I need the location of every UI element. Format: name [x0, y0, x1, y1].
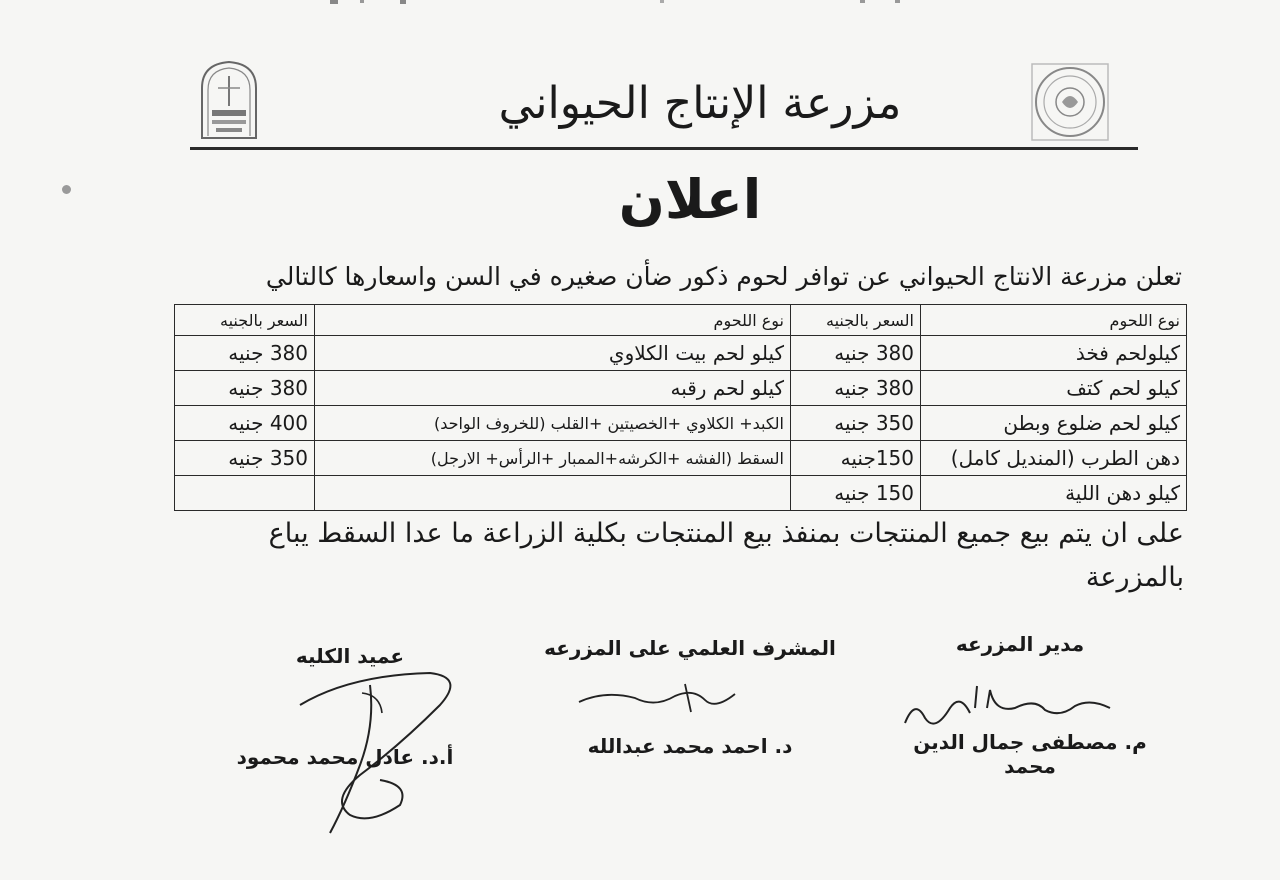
- intro-paragraph: تعلن مزرعة الانتاج الحيواني عن توافر لحوم ذكور ضأن صغيره في السن واسعارها كالتالي: [265, 262, 1182, 291]
- manager-title-text: مدير المزرعه: [955, 632, 1085, 656]
- column-header: السعر بالجنيه: [175, 305, 315, 336]
- meat-type-cell: كيلو لحم رقبه: [315, 371, 791, 406]
- price-cell: 350 جنيه: [791, 406, 921, 441]
- supervisor-signature: [575, 680, 745, 720]
- manager-name: [890, 730, 1170, 778]
- dean-title-text: عميد الكليه: [295, 644, 405, 668]
- price-cell: 380 جنيه: [791, 336, 921, 371]
- announcement-heading: اعلان: [618, 168, 762, 231]
- supervisor-title-text: المشرف العلمي على المزرعه: [544, 636, 836, 660]
- table-row: [175, 441, 1187, 476]
- table-row: [175, 406, 1187, 441]
- table-row: [175, 336, 1187, 371]
- meat-type-cell: كيلولحم فخذ: [921, 336, 1187, 371]
- price-cell: 380 جنيه: [791, 371, 921, 406]
- faculty-seal: [1030, 62, 1110, 142]
- meat-type-cell: دهن الطرب (المنديل كامل): [921, 441, 1187, 476]
- table-row: [175, 371, 1187, 406]
- table-header-row: [175, 305, 1187, 336]
- price-cell: 400 جنيه: [175, 406, 315, 441]
- column-header: نوع اللحوم: [315, 305, 791, 336]
- scan-artifact: [0, 0, 1280, 8]
- meat-type-cell: كيلو لحم بيت الكلاوي: [315, 336, 791, 371]
- manager-title: [920, 632, 1120, 656]
- column-header: السعر بالجنيه: [791, 305, 921, 336]
- meat-type-cell: [315, 476, 791, 511]
- dean-name-text: أ.د. عادل محمد محمود: [236, 745, 454, 769]
- manager-signature: [895, 678, 1125, 738]
- table-row: [175, 476, 1187, 511]
- scan-dot: [62, 185, 71, 194]
- price-cell: [175, 476, 315, 511]
- title-divider: [190, 147, 1138, 150]
- meat-type-cell: كيلو لحم كتف: [921, 371, 1187, 406]
- supervisor-name-text: د. احمد محمد عبدالله: [587, 734, 793, 758]
- price-cell: 150 جنيه: [791, 476, 921, 511]
- farm-title: مزرعة الإنتاج الحيواني: [498, 78, 902, 129]
- price-table: [174, 304, 1187, 511]
- price-cell: 380 جنيه: [175, 336, 315, 371]
- supervisor-name: [560, 734, 820, 758]
- meat-type-cell: الكبد+ الكلاوي +الخصيتين +القلب (للخروف الواحد): [315, 406, 791, 441]
- meat-type-cell: السقط (الفشه +الكرشه+الممبار +الرأس+ الارجل): [315, 441, 791, 476]
- price-cell: 350 جنيه: [175, 441, 315, 476]
- dean-name: [225, 745, 465, 769]
- manager-name-text: م. مصطفى جمال الدين محمد: [913, 730, 1147, 778]
- price-cell: 150جنيه: [791, 441, 921, 476]
- meat-type-cell: كيلو لحم ضلوع وبطن: [921, 406, 1187, 441]
- sales-note: على ان يتم بيع جميع المنتجات بمنفذ بيع المنتجات بكلية الزراعة ما عدا السقط يباع بالمزرعة: [268, 518, 1184, 593]
- university-logo: [196, 58, 262, 140]
- supervisor-title: [540, 636, 840, 660]
- meat-type-cell: كيلو دهن اللية: [921, 476, 1187, 511]
- column-header: نوع اللحوم: [921, 305, 1187, 336]
- price-cell: 380 جنيه: [175, 371, 315, 406]
